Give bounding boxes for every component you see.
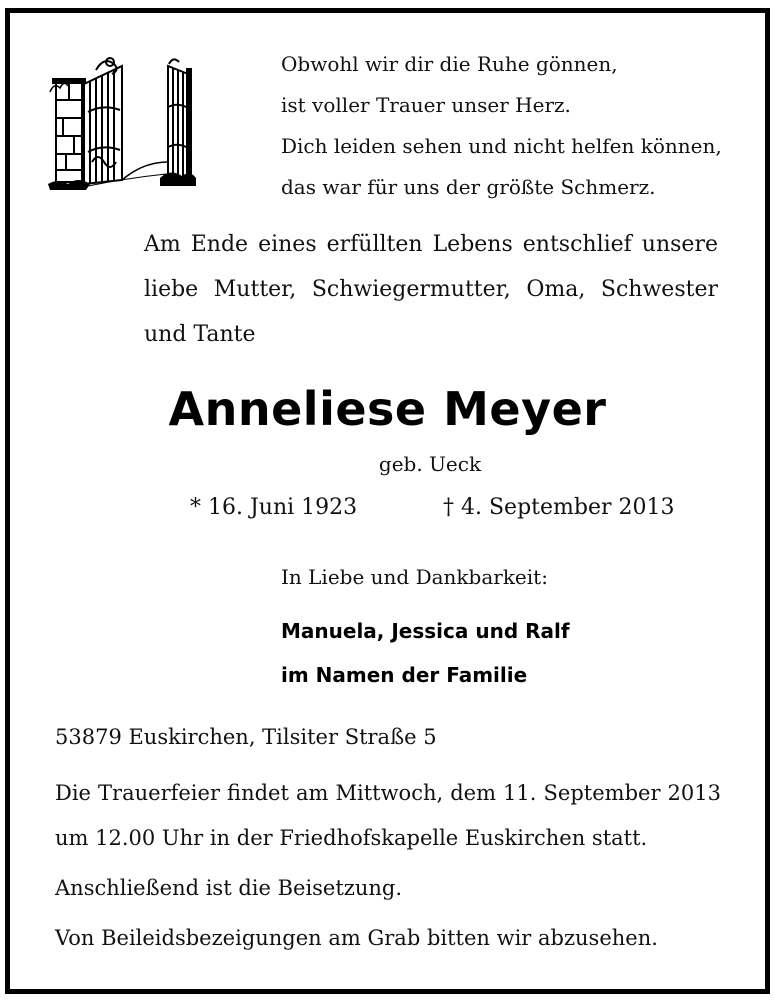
burial-info: Anschließend ist die Beisetzung. <box>55 876 403 900</box>
family-line: im Namen der Familie <box>281 663 528 687</box>
birth-date: * 16. Juni 1923 <box>190 495 358 520</box>
intro-text: Am Ende eines erfüllten Lebens entschlief unsere liebe Mutter, Schwiegermutter, Oma, Schwester und Tante <box>144 232 718 347</box>
thanks-line: In Liebe und Dankbarkeit: <box>281 565 548 589</box>
poem-line: Obwohl wir dir die Ruhe gönnen, <box>281 52 618 76</box>
poem-line: ist voller Trauer unser Herz. <box>281 93 571 117</box>
deceased-name: Anneliese Meyer <box>168 382 607 436</box>
service-info: Die Trauerfeier findet am Mittwoch, dem 11. September 2013 um 12.00 Uhr in der Friedhofskapelle Euskirchen statt. <box>55 781 721 850</box>
maiden-name: geb. Ueck <box>378 452 482 476</box>
mourner-names: Manuela, Jessica und Ralf <box>281 619 570 643</box>
address: 53879 Euskirchen, Tilsiter Straße 5 <box>55 725 437 749</box>
poem <box>281 44 722 208</box>
poem-line: Dich leiden sehen und nicht helfen können, <box>281 134 722 158</box>
death-date: † 4. September 2013 <box>443 495 675 520</box>
poem-line: das war für uns der größte Schmerz. <box>281 175 656 199</box>
gate-illustration <box>48 52 198 190</box>
condolence-request: Von Beileidsbezeigungen am Grab bitten wir abzusehen. <box>55 926 658 950</box>
